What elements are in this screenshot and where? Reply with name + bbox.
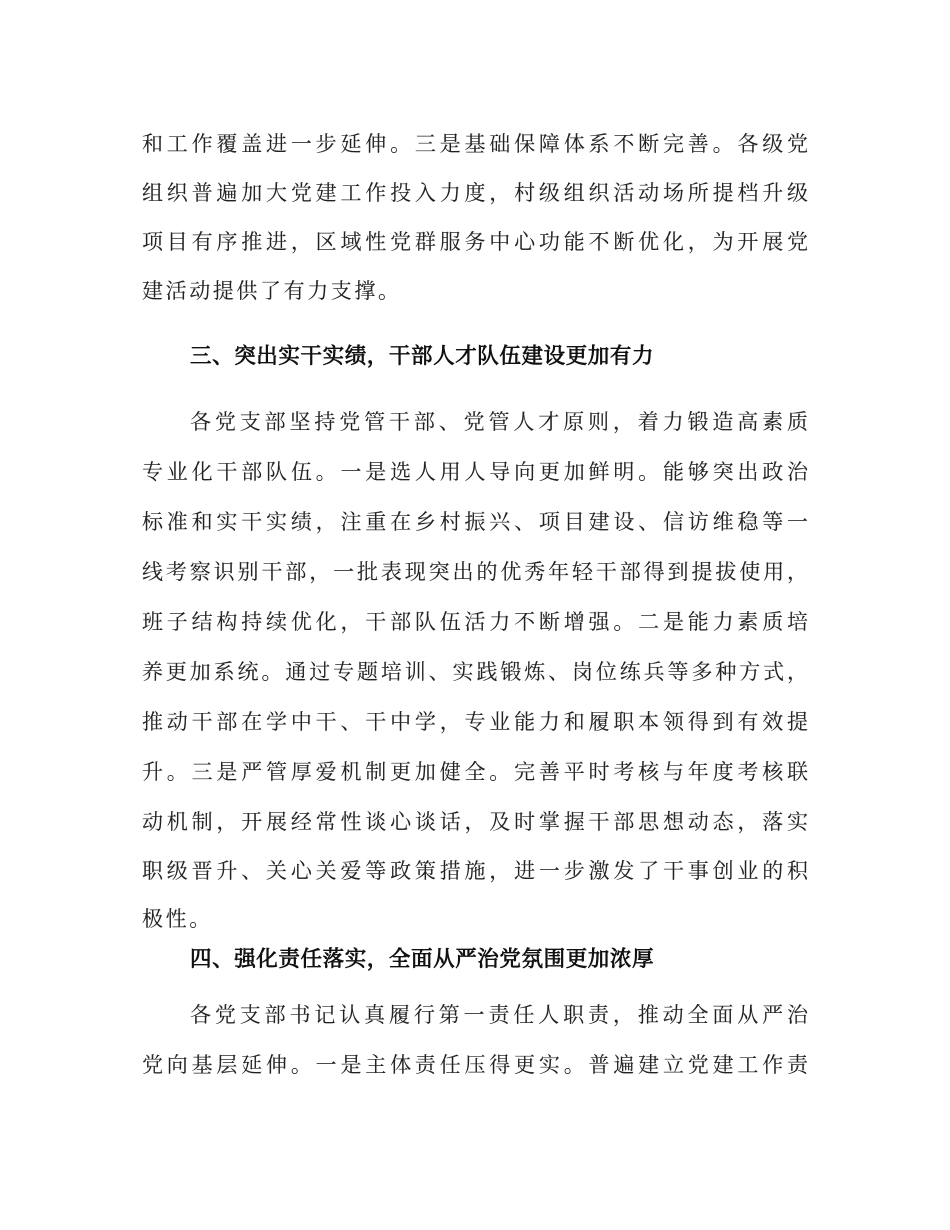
- body-text-line: 建活动提供了有力支撑。: [142, 279, 402, 303]
- body-text-line: 标准和实干实绩，注重在乡村振兴、项目建设、信访维稳等一: [142, 510, 808, 534]
- body-text-line: 各党支部书记认真履行第一责任人职责，推动全面从严治: [190, 1003, 808, 1027]
- body-text-line: 专业化干部队伍。一是选人用人导向更加鲜明。能够突出政治: [142, 460, 808, 484]
- body-text-line: 养更加系统。通过专题培训、实践锻炼、岗位练兵等多种方式，: [142, 660, 808, 684]
- body-text-line: 各党支部坚持党管干部、党管人才原则，着力锻造高素质: [190, 410, 808, 434]
- section-heading: 四、强化责任落实，全面从严治党氛围更加浓厚: [190, 947, 655, 972]
- body-text-line: 线考察识别干部，一批表现突出的优秀年轻干部得到提拔使用，: [142, 560, 808, 584]
- section-heading: 三、突出实干实绩，干部人才队伍建设更加有力: [190, 344, 655, 369]
- body-text-line: 项目有序推进，区域性党群服务中心功能不断优化，为开展党: [142, 230, 808, 254]
- body-text-line: 升。三是严管厚爱机制更加健全。完善平时考核与年度考核联: [142, 760, 808, 784]
- body-text-line: 推动干部在学中干、干中学，专业能力和履职本领得到有效提: [142, 710, 808, 734]
- body-text-line: 党向基层延伸。一是主体责任压得更实。普遍建立党建工作责: [142, 1053, 808, 1077]
- body-text-line: 极性。: [142, 907, 213, 931]
- body-text-line: 班子结构持续优化，干部队伍活力不断增强。二是能力素质培: [142, 610, 808, 634]
- body-text-line: 动机制，开展经常性谈心谈话，及时掌握干部思想动态，落实: [142, 810, 808, 834]
- body-text-line: 职级晋升、关心关爱等政策措施，进一步激发了干事创业的积: [142, 859, 808, 883]
- body-text-line: 组织普遍加大党建工作投入力度，村级组织活动场所提档升级: [142, 181, 808, 205]
- body-text-line: 和工作覆盖进一步延伸。三是基础保障体系不断完善。各级党: [142, 132, 808, 156]
